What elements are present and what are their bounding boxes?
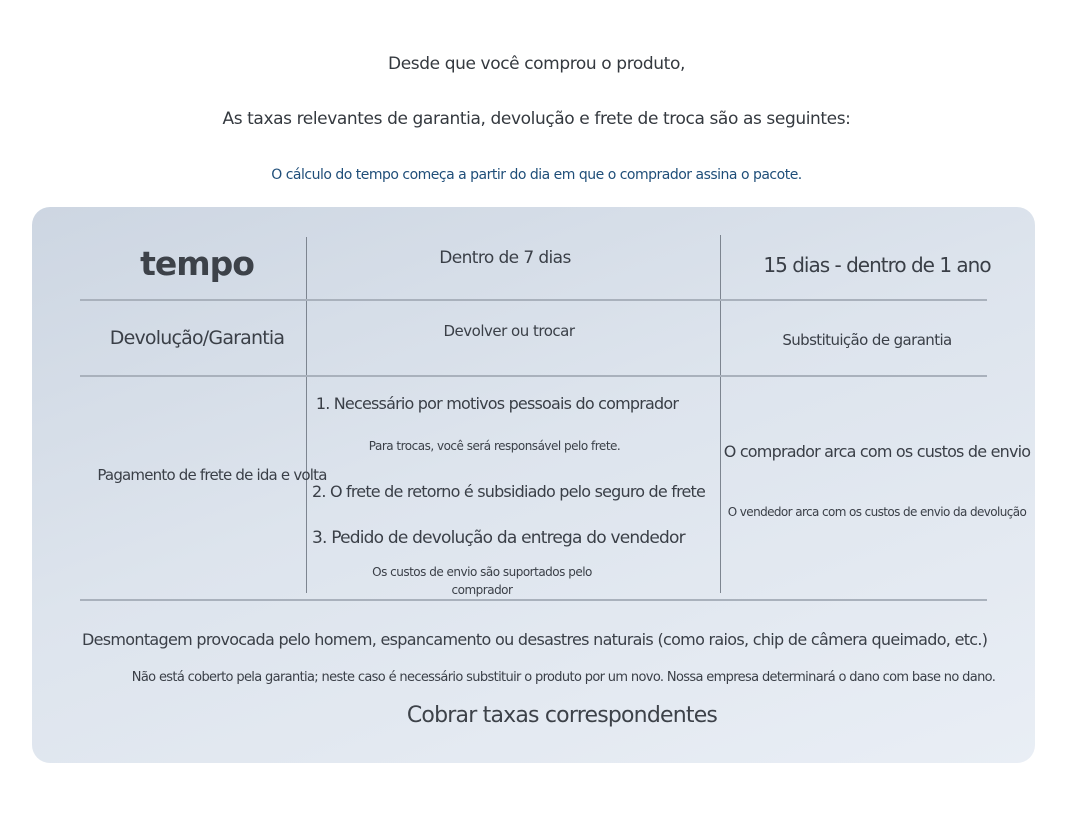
row-divider-2 (80, 375, 987, 377)
time-calculation-note: O cálculo do tempo começa a partir do dia em que o comprador assina o pacote. (271, 167, 802, 183)
column-divider-1 (306, 237, 307, 593)
column-divider-2 (720, 235, 721, 593)
buyer-pays-shipping: O comprador arca com os custos de envio (723, 442, 1031, 461)
header-15-days-to-1-year: 15 dias - dentro de 1 ano (763, 253, 991, 277)
shipping-item-1-note: Para trocas, você será responsável pelo frete. (368, 439, 621, 453)
shipping-item-2: 2. O frete de retorno é subsidiado pelo seguro de frete (312, 482, 706, 501)
intro-line-purchase: Desde que você comprou o produto, (388, 54, 685, 74)
row-label-round-trip-shipping: Pagamento de frete de ida e volta (97, 466, 327, 484)
cell-return-or-exchange: Devolver ou trocar (443, 322, 575, 340)
cell-warranty-replacement: Substituição de garantia (782, 331, 952, 349)
not-covered-notice: Não está coberto pela garantia; neste caso é necessário substituir o produto por um novo. Nossa empresa determinará o dano com base no dano. (131, 670, 996, 685)
damage-causes: Desmontagem provocada pelo homem, espancamento ou desastres naturais (como raios, chip de câmera queimado, etc.) (82, 630, 988, 649)
shipping-item-1: 1. Necessário por motivos pessoais do comprador (315, 394, 679, 413)
header-time-label: tempo (140, 244, 254, 283)
warranty-fee-card (32, 207, 1035, 763)
header-within-7-days: Dentro de 7 dias (439, 248, 571, 268)
seller-pays-return-shipping: O vendedor arca com os custos de envio da devolução (727, 505, 1027, 519)
charge-fees-notice: Cobrar taxas correspondentes (406, 703, 718, 728)
shipping-item-3: 3. Pedido de devolução da entrega do vendedor (312, 528, 685, 548)
row-divider-3 (80, 599, 987, 601)
shipping-item-3-note: Os custos de envio são suportados pelo comprador (372, 565, 592, 597)
row-label-return-warranty: Devolução/Garantia (109, 327, 285, 349)
row-divider-1 (80, 299, 987, 301)
intro-line-fees: As taxas relevantes de garantia, devolução e frete de troca são as seguintes: (222, 109, 851, 129)
